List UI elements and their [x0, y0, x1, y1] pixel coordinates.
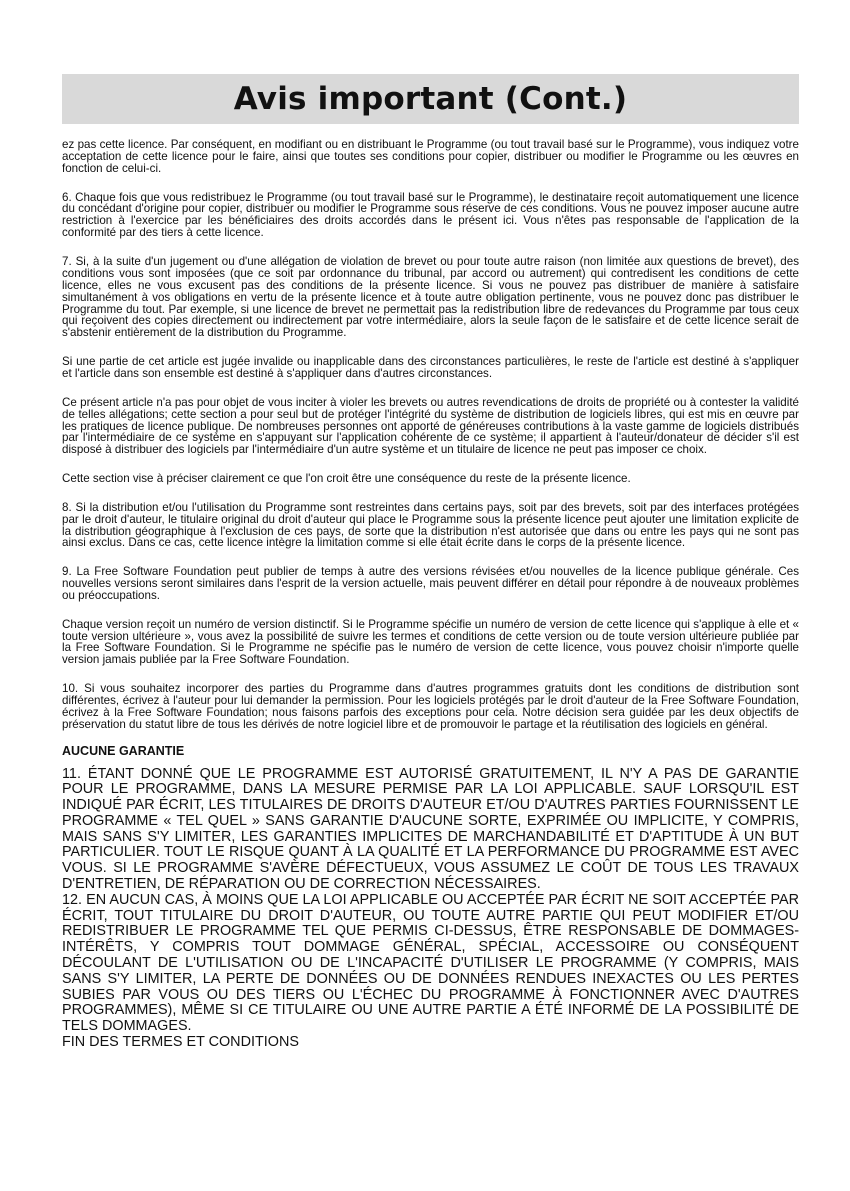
- page-title: Avis important (Cont.): [233, 81, 628, 117]
- paragraph-section-7: 7. Si, à la suite d'un jugement ou d'une allégation de violation de brevet ou pour toute autre raison (non limitée aux questions de brevet), des conditions vous sont imposées (que ce soit par ordonnance du tribunal, par accord ou autrement) qui contredisent les conditions de cette licence, elles ne vous excusent pas des conditions de la présente licence. Si vous ne pouvez pas distribuer de manière à satisfaire simultanément à vos obligations en vertu de la présente licence et à toute autre obligation pertinente, vous ne pouvez donc pas distribuer le Programme du tout. Par exemple, si une licence de brevet ne permettait pas la redistribution libre de redevances du Programme par tous ceux qui reçoivent des copies directement ou indirectement par votre intermédiaire, alors la seule façon de le satisfaire et de cette licence serait de s'abstenir entièrement de la distribution du Programme.: [62, 254, 799, 340]
- paragraph-section-6: 6. Chaque fois que vous redistribuez le Programme (ou tout travail basé sur le Programme), le destinataire reçoit automatiquement une licence du concédant d'origine pour copier, distribuer ou modifier le Programme sous réserve de ces conditions. Vous ne pouvez imposer aucune autre restriction à l'exercice par les bénéficiaires des droits accordés dans le présent ici. Vous n'êtes pas responsable de l'application de la conformité par des tiers à cette licence.: [62, 190, 799, 240]
- paragraph-purpose: Ce présent article n'a pas pour objet de vous inciter à violer les brevets ou autres revendications de droits de propriété ou à contester la validité de telles allégations; cette section a pour seul but de protéger l'intégrité du système de distribution de logiciels libres, qui est mis en œuvre par les pratiques de licence publique. De nombreuses personnes ont apporté de généreuses contributions à la vaste gamme de logiciels distribués par l'intermédiaire de ce système en s'appuyant sur l'application cohérente de ce système; il appartient à l'auteur/donateur de décider s'il est disposé à distribuer des logiciels par l'intermédiaire d'un autre système et un titulaire de licence ne peut pas imposer ce choix.: [62, 395, 799, 457]
- paragraph-section-9: 9. La Free Software Foundation peut publier de temps à autre des versions révisées et/ou nouvelles de la licence publique générale. Ces nouvelles versions seront similaires dans l'esprit de la version actuelle, mais peuvent différer en détail pour répondre à de nouveaux problèmes ou préoccupations.: [62, 565, 799, 602]
- paragraph-continuation: ez pas cette licence. Par conséquent, en modifiant ou en distribuant le Programme (ou tout travail basé sur le Programme), vous indiquez votre acceptation de cette licence pour le faire, ainsi que toutes ses conditions pour copier, distribuer ou modifier le Programme ou les œuvres en fonction de celui-ci.: [62, 138, 799, 175]
- paragraph-section-8: 8. Si la distribution et/ou l'utilisation du Programme sont restreintes dans certains pays, soit par des brevets, soit par des interfaces protégées par le droit d'auteur, le titulaire original du droit d'auteur qui place le Programme sous la présente licence peut ajouter une limitation explicite de la distribution géographique à l'exclusion de ces pays, de sorte que la distribution n'est autorisée que dans ou entre les pays qui ne sont pas ainsi exclus. Dans ce cas, cette licence intègre la limitation comme si elle était écrite dans le corps de la présente licence.: [62, 500, 799, 550]
- paragraph-section-10: 10. Si vous souhaitez incorporer des parties du Programme dans d'autres programmes gratuits dont les conditions de distribution sont différentes, écrivez à l'auteur pour lui demander la permission. Pour les logiciels protégés par le droit d'auteur de la Free Software Foundation, écrivez à la Free Software Foundation; nous faisons parfois des exceptions pour cela. Notre décision sera guidée par les deux objectifs de préservation du statut libre de tous les dérivés de notre logiciel libre et de promouvoir le partage et la réutilisation des logiciels en général.: [62, 682, 799, 731]
- paragraph-version-number: Chaque version reçoit un numéro de version distinctif. Si le Programme spécifie un numéro de version de cette licence qui s'applique à elle et « toute version ultérieure », vous avez la possibilité de suivre les termes et conditions de cette version ou de toute version ultérieure publiée par la Free Software Foundation. Si le Programme ne spécifie pas le numéro de version de cette licence, vous pouvez choisir n'importe quelle version jamais publiée par la Free Software Foundation.: [62, 617, 799, 667]
- title-bar: [62, 74, 799, 124]
- paragraph-clarification: Cette section vise à préciser clairement ce que l'on croit être une conséquence du reste de la présente licence.: [62, 472, 631, 486]
- clause-11: 11. ÉTANT DONNÉ QUE LE PROGRAMME EST AUTORISÉ GRATUITEMENT, IL N'Y A PAS DE GARANTIE POUR LE PROGRAMME, DANS LA MESURE PERMISE PAR LA LOI APPLICABLE. SAUF LORSQU'IL EST INDIQUÉ PAR ÉCRIT, LES TITULAIRES DE DROITS D'AUTEUR ET/OU D'AUTRES PARTIES FOURNISSENT LE PROGRAMME « TEL QUEL » SANS GARANTIE D'AUCUNE SORTE, EXPRIMÉE OU IMPLICITE, Y COMPRIS, MAIS SANS S'Y LIMITER, LES GARANTIES IMPLICITES DE MARCHANDABILITÉ ET D'APTITUDE À UN BUT PARTICULIER. TOUT LE RISQUE QUANT À LA QUALITÉ ET LA PERFORMANCE DU PROGRAMME EST AVEC VOUS. SI LE PROGRAMME S'AVÈRE DÉFECTUEUX, VOUS ASSUMEZ LE COÛT DE TOUS LES TRAVAUX D'ENTRETIEN, DE RÉPARATION OU DE CORRECTION NÉCESSAIRES.: [62, 765, 799, 893]
- warranty-heading: AUCUNE GARANTIE: [62, 743, 185, 758]
- paragraph-invalid-part: Si une partie de cet article est jugée invalide ou inapplicable dans des circonstances particulières, le reste de l'article est destiné à s'appliquer et l'article dans son ensemble est destiné à s'appliquer dans d'autres circonstances.: [62, 355, 799, 380]
- clause-12: 12. EN AUCUN CAS, À MOINS QUE LA LOI APPLICABLE OU ACCEPTÉE PAR ÉCRIT NE SOIT ACCEPTÉE PAR ÉCRIT, TOUT TITULAIRE DU DROIT D'AUTEUR, OU TOUTE AUTRE PARTIE QUI PEUT MODIFIER ET/OU REDISTRIBUER LE PROGRAMME TEL QUE PERMIS CI-DESSUS, ÊTRE RESPONSABLE DE DOMMAGES-INTÉRÊTS, Y COMPRIS TOUT DOMMAGE GÉNÉRAL, SPÉCIAL, ACCESSOIRE OU CONSÉQUENT DÉCOULANT DE L'UTILISATION OU DE L'INCAPACITÉ D'UTILISER LE PROGRAMME (Y COMPRIS, MAIS SANS S'Y LIMITER, LA PERTE DE DONNÉES OU DE DONNÉES RENDUES INEXACTES OU LES PERTES SUBIES PAR VOUS OU DES TIERS OU L'ÉCHEC DU PROGRAMME À FONCTIONNER AVEC D'AUTRES PROGRAMMES), MÊME SI CE TITULAIRE OU UNE AUTRE PARTIE A ÉTÉ INFORMÉ DE LA POSSIBILITÉ DE TELS DOMMAGES.: [62, 891, 799, 1035]
- document-body: [62, 139, 799, 1051]
- end-of-terms: FIN DES TERMES ET CONDITIONS: [62, 1034, 299, 1051]
